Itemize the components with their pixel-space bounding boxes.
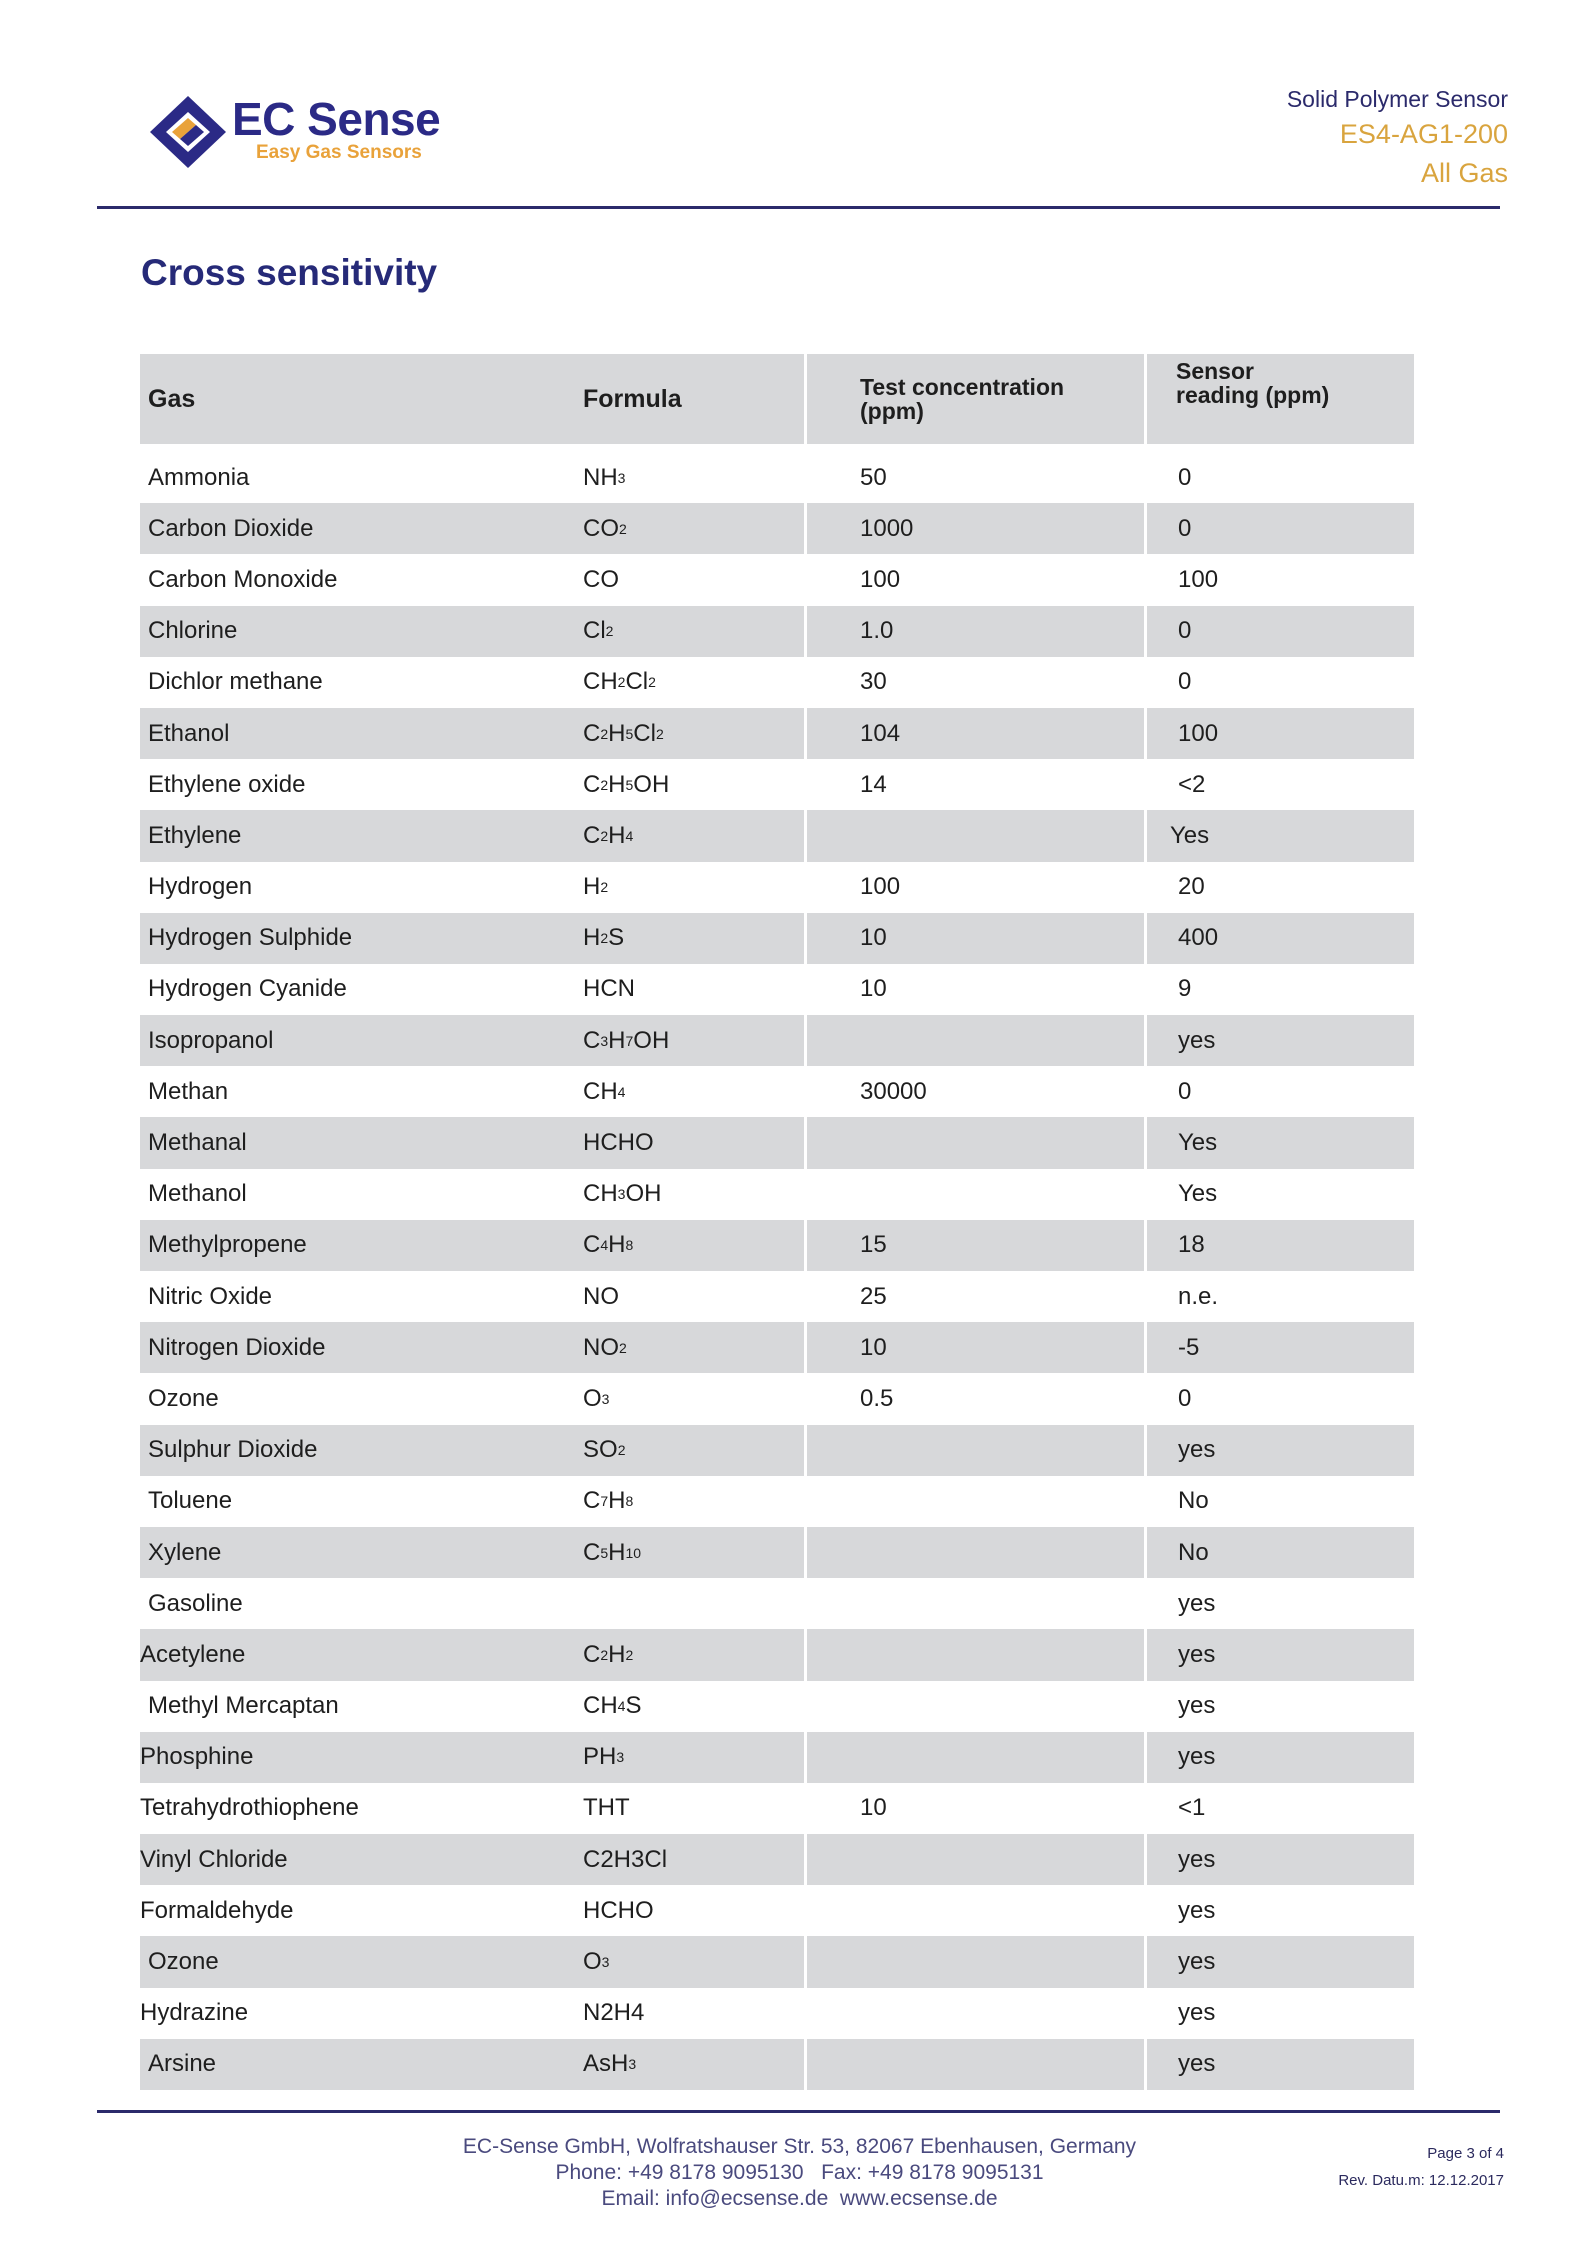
cell-formula: Cl 2 <box>583 617 614 645</box>
cell-sensor-reading: Yes <box>1178 1129 1218 1157</box>
column-header-reading-line1: Sensor <box>1176 358 1254 384</box>
product-type: Solid Polymer Sensor <box>1286 86 1508 112</box>
table-row <box>140 862 1414 913</box>
cell-test-concentration: 10 <box>860 1794 887 1822</box>
column-header-formula: Formula <box>583 385 682 413</box>
column-divider <box>804 1885 807 1936</box>
column-divider <box>1144 759 1147 810</box>
table-row <box>140 554 1414 605</box>
column-divider <box>804 1527 807 1578</box>
cell-sensor-reading: yes <box>1178 1589 1216 1617</box>
cell-test-concentration: 30000 <box>860 1077 927 1105</box>
column-divider <box>804 1425 807 1476</box>
header-divider <box>97 206 1500 209</box>
footer-page-info <box>1338 2140 1504 2194</box>
column-divider <box>804 606 807 657</box>
cell-formula: CO <box>583 565 619 593</box>
section-title: Cross sensitivity <box>141 252 438 293</box>
column-header-test-line2: (ppm) <box>860 398 924 424</box>
column-divider <box>804 1936 807 1987</box>
cell-sensor-reading: Yes <box>1170 821 1210 849</box>
cell-formula: CO 2 <box>583 514 627 542</box>
column-divider <box>1144 354 1147 444</box>
table-row <box>140 452 1414 503</box>
cell-gas: Hydrazine <box>140 1999 249 2027</box>
cell-test-concentration: 100 <box>860 565 901 593</box>
cell-gas: Isopropanol <box>148 1026 274 1054</box>
column-divider <box>1144 503 1147 554</box>
column-divider <box>1144 606 1147 657</box>
column-header-gas: Gas <box>148 385 196 413</box>
column-header-test-concentration <box>860 354 1064 444</box>
footer-email-web: Email: info@ecsense.de www.ecsense.de <box>601 2187 998 2210</box>
cell-gas: Ozone <box>148 1948 219 1976</box>
column-divider <box>1144 2039 1147 2090</box>
cell-gas: Methyl Mercaptan <box>148 1692 339 1720</box>
cell-gas: Hydrogen Sulphide <box>148 924 353 952</box>
cell-formula: H 2 S <box>583 924 625 952</box>
column-divider <box>1144 1681 1147 1732</box>
table-row <box>140 964 1414 1015</box>
cell-gas: Phosphine <box>140 1743 254 1771</box>
cell-sensor-reading: 18 <box>1178 1231 1205 1259</box>
cell-test-concentration: 0.5 <box>860 1384 894 1412</box>
page-header <box>0 0 1588 210</box>
cell-sensor-reading: yes <box>1178 2050 1216 2078</box>
table-row <box>140 1220 1414 1271</box>
cell-gas: Methan <box>148 1077 229 1105</box>
cell-formula: SO 2 <box>583 1436 626 1464</box>
cell-sensor-reading: yes <box>1178 1948 1216 1976</box>
cell-formula: C 4 H 8 <box>583 1231 634 1259</box>
column-divider <box>804 1783 807 1834</box>
cell-formula: C 2 H 5 Cl 2 <box>583 719 664 747</box>
column-divider <box>804 1578 807 1629</box>
cell-gas: Acetylene <box>140 1640 246 1668</box>
cell-sensor-reading: yes <box>1178 1436 1216 1464</box>
cell-gas: Dichlor methane <box>148 668 323 696</box>
column-divider <box>1144 862 1147 913</box>
cell-sensor-reading: n.e. <box>1178 1282 1219 1310</box>
table-row <box>140 913 1414 964</box>
cell-gas: Hydrogen Cyanide <box>148 975 347 1003</box>
cell-test-concentration: 25 <box>860 1282 887 1310</box>
cell-gas: Toluene <box>148 1487 233 1515</box>
cell-sensor-reading: No <box>1178 1487 1209 1515</box>
cell-test-concentration: 10 <box>860 1333 887 1361</box>
column-divider <box>1144 1834 1147 1885</box>
cell-sensor-reading: -5 <box>1178 1333 1200 1361</box>
cell-formula: C 2 H 2 <box>583 1640 634 1668</box>
table-row <box>140 1527 1414 1578</box>
cell-sensor-reading: 100 <box>1178 719 1219 747</box>
column-divider <box>1144 1936 1147 1987</box>
header-product-info <box>1287 84 1508 192</box>
ec-sense-logo <box>148 92 468 172</box>
logo-tagline: Easy Gas Sensors <box>256 142 422 163</box>
cell-sensor-reading: yes <box>1178 1743 1216 1771</box>
cell-sensor-reading: yes <box>1178 1999 1216 2027</box>
cell-test-concentration: 104 <box>860 719 901 747</box>
cell-gas: Nitrogen Dioxide <box>148 1333 326 1361</box>
cell-formula: C 3 H 7 OH <box>583 1026 670 1054</box>
cell-gas: Ozone <box>148 1384 219 1412</box>
column-divider <box>1144 1527 1147 1578</box>
product-model: ES4-AG1-200 <box>1339 119 1508 149</box>
cell-formula: C 2 H 4 <box>583 821 634 849</box>
column-divider <box>1144 810 1147 861</box>
cell-formula: AsH 3 <box>583 2050 637 2078</box>
cell-formula: C 5 H 10 <box>583 1538 642 1566</box>
cell-sensor-reading: No <box>1178 1538 1209 1566</box>
table-row <box>140 1476 1414 1527</box>
column-divider <box>804 1373 807 1424</box>
cell-gas: Ethylene <box>148 821 242 849</box>
column-divider <box>804 1220 807 1271</box>
cell-sensor-reading: yes <box>1178 1896 1216 1924</box>
column-divider <box>1144 1732 1147 1783</box>
column-divider <box>804 1169 807 1220</box>
logo-wordmark: EC Sense <box>232 93 441 145</box>
table-row <box>140 1936 1414 1987</box>
cell-formula: THT <box>583 1794 630 1822</box>
cell-gas: Chlorine <box>148 617 238 645</box>
cell-sensor-reading: Yes <box>1178 1180 1218 1208</box>
column-divider <box>1144 964 1147 1015</box>
column-divider <box>1144 1271 1147 1322</box>
column-divider <box>1144 1885 1147 1936</box>
cell-formula: NO <box>583 1282 619 1310</box>
cell-gas: Sulphur Dioxide <box>148 1436 318 1464</box>
table-row <box>140 1322 1414 1373</box>
column-divider <box>1144 1783 1147 1834</box>
cell-test-concentration: 10 <box>860 924 887 952</box>
cell-sensor-reading: 0 <box>1178 668 1192 696</box>
column-divider <box>1144 1373 1147 1424</box>
column-divider <box>804 810 807 861</box>
column-divider <box>1144 1988 1147 2039</box>
cell-formula: C 7 H 8 <box>583 1487 634 1515</box>
column-divider <box>1144 1015 1147 1066</box>
column-divider <box>1144 1629 1147 1680</box>
table-row <box>140 503 1414 554</box>
cross-sensitivity-table <box>140 354 1414 2090</box>
table-row <box>140 1578 1414 1629</box>
table-row <box>140 708 1414 759</box>
cell-gas: Nitric Oxide <box>148 1282 273 1310</box>
cell-formula: C2H3Cl <box>583 1845 668 1873</box>
cell-formula: NH 3 <box>583 463 626 491</box>
column-divider <box>804 708 807 759</box>
column-divider <box>804 1322 807 1373</box>
cell-gas: Gasoline <box>148 1589 243 1617</box>
table-row <box>140 1732 1414 1783</box>
column-divider <box>1144 708 1147 759</box>
footer-contact <box>300 2134 1299 2212</box>
table-row <box>140 1425 1414 1476</box>
cell-test-concentration: 10 <box>860 975 887 1003</box>
cell-formula: CH 3 OH <box>583 1180 662 1208</box>
cell-gas: Carbon Monoxide <box>148 565 338 593</box>
table-row <box>140 1015 1414 1066</box>
column-divider <box>1144 1066 1147 1117</box>
column-divider <box>1144 1220 1147 1271</box>
product-gas: All Gas <box>1420 158 1508 188</box>
column-divider <box>804 1834 807 1885</box>
cell-sensor-reading: 0 <box>1178 1077 1192 1105</box>
cell-formula: H 2 <box>583 873 609 901</box>
cell-formula: O 3 <box>583 1948 610 1976</box>
cell-formula: HCN <box>583 975 635 1003</box>
cell-gas: Methylpropene <box>148 1231 307 1259</box>
cell-formula: PH 3 <box>583 1743 625 1771</box>
cell-gas: Ammonia <box>148 463 250 491</box>
column-divider <box>1144 1578 1147 1629</box>
column-divider <box>804 1732 807 1783</box>
table-row <box>140 657 1414 708</box>
cell-gas: Methanol <box>148 1180 247 1208</box>
column-divider <box>804 913 807 964</box>
column-divider <box>804 1681 807 1732</box>
table-row <box>140 1117 1414 1168</box>
table-row <box>140 1373 1414 1424</box>
cell-sensor-reading: 100 <box>1178 565 1219 593</box>
cell-formula: O 3 <box>583 1384 610 1412</box>
table-row <box>140 1834 1414 1885</box>
cell-gas: Ethanol <box>148 719 230 747</box>
cell-gas: Vinyl Chloride <box>140 1845 288 1873</box>
column-divider <box>804 1066 807 1117</box>
column-header-sensor-reading <box>1176 354 1329 444</box>
cell-gas: Carbon Dioxide <box>148 514 314 542</box>
cell-test-concentration: 100 <box>860 873 901 901</box>
cell-test-concentration: 15 <box>860 1231 887 1259</box>
column-divider <box>1144 452 1147 503</box>
cell-gas: Xylene <box>148 1538 222 1566</box>
cell-sensor-reading: yes <box>1178 1026 1216 1054</box>
column-divider <box>804 354 807 444</box>
cell-gas: Tetrahydrothiophene <box>140 1794 359 1822</box>
table-row <box>140 759 1414 810</box>
table-row <box>140 1066 1414 1117</box>
footer-divider <box>97 2110 1500 2113</box>
page-number: Page 3 of 4 <box>1427 2145 1504 2162</box>
column-divider <box>1144 1117 1147 1168</box>
cell-gas: Ethylene oxide <box>148 770 306 798</box>
column-divider <box>804 1271 807 1322</box>
column-header-test-line1: Test concentration <box>860 374 1065 400</box>
column-divider <box>1144 1425 1147 1476</box>
column-divider <box>1144 1322 1147 1373</box>
cell-formula: C 2 H 5 OH <box>583 770 670 798</box>
column-divider <box>804 1629 807 1680</box>
column-divider <box>1144 913 1147 964</box>
table-body <box>140 444 1414 2090</box>
column-divider <box>1144 1169 1147 1220</box>
column-divider <box>1144 657 1147 708</box>
cell-gas: Hydrogen <box>148 873 253 901</box>
column-divider <box>804 1988 807 2039</box>
table-row <box>140 606 1414 657</box>
table-row <box>140 1629 1414 1680</box>
cell-formula: CH 4 <box>583 1077 626 1105</box>
cell-sensor-reading: 0 <box>1178 514 1192 542</box>
cell-gas: Arsine <box>148 2050 217 2078</box>
table-row <box>140 1988 1414 2039</box>
cell-gas: Formaldehyde <box>140 1896 294 1924</box>
table-row <box>140 1681 1414 1732</box>
cell-test-concentration: 50 <box>860 463 887 491</box>
cell-sensor-reading: <2 <box>1178 770 1206 798</box>
cell-sensor-reading: yes <box>1178 1845 1216 1873</box>
cell-sensor-reading: 20 <box>1178 873 1205 901</box>
table-row <box>140 1885 1414 1936</box>
cell-sensor-reading: yes <box>1178 1692 1216 1720</box>
column-divider <box>804 964 807 1015</box>
column-divider <box>804 554 807 605</box>
footer-address: EC-Sense GmbH, Wolfratshauser Str. 53, 82067 Ebenhausen, Germany <box>462 2135 1137 2158</box>
column-header-reading-line2: reading (ppm) <box>1176 382 1330 408</box>
column-divider <box>804 1117 807 1168</box>
column-divider <box>804 2039 807 2090</box>
cell-sensor-reading: yes <box>1178 1640 1216 1668</box>
cell-formula: CH 4 S <box>583 1692 642 1720</box>
table-row <box>140 1169 1414 1220</box>
table-header <box>140 354 1414 444</box>
column-divider <box>804 657 807 708</box>
cell-formula: NO 2 <box>583 1333 627 1361</box>
cell-test-concentration: 14 <box>860 770 887 798</box>
revision-date: Rev. Datu.m: 12.12.2017 <box>1338 2172 1504 2189</box>
cell-formula: CH 2 Cl 2 <box>583 668 656 696</box>
cell-sensor-reading: 0 <box>1178 1384 1192 1412</box>
footer-phone-fax: Phone: +49 8178 9095130 Fax: +49 8178 9095131 <box>555 2161 1044 2184</box>
cell-sensor-reading: 400 <box>1178 924 1219 952</box>
cell-sensor-reading: 9 <box>1178 975 1192 1003</box>
table-row <box>140 2039 1414 2090</box>
column-divider <box>804 759 807 810</box>
column-divider <box>804 503 807 554</box>
cell-sensor-reading: 0 <box>1178 617 1192 645</box>
cell-gas: Methanal <box>148 1129 247 1157</box>
table-row <box>140 1271 1414 1322</box>
cell-test-concentration: 1.0 <box>860 617 894 645</box>
cell-test-concentration: 30 <box>860 668 887 696</box>
cell-sensor-reading: 0 <box>1178 463 1192 491</box>
cell-sensor-reading: <1 <box>1178 1794 1206 1822</box>
ec-sense-diamond-logo-icon <box>148 94 228 170</box>
cell-formula: HCHO <box>583 1896 654 1924</box>
column-divider <box>804 862 807 913</box>
column-divider <box>1144 554 1147 605</box>
table-row <box>140 810 1414 861</box>
column-divider <box>804 1015 807 1066</box>
column-divider <box>804 452 807 503</box>
cell-test-concentration: 1000 <box>860 514 914 542</box>
column-divider <box>804 1476 807 1527</box>
cell-formula: HCHO <box>583 1129 654 1157</box>
column-divider <box>1144 1476 1147 1527</box>
cell-formula: N2H4 <box>583 1999 645 2027</box>
table-row <box>140 1783 1414 1834</box>
